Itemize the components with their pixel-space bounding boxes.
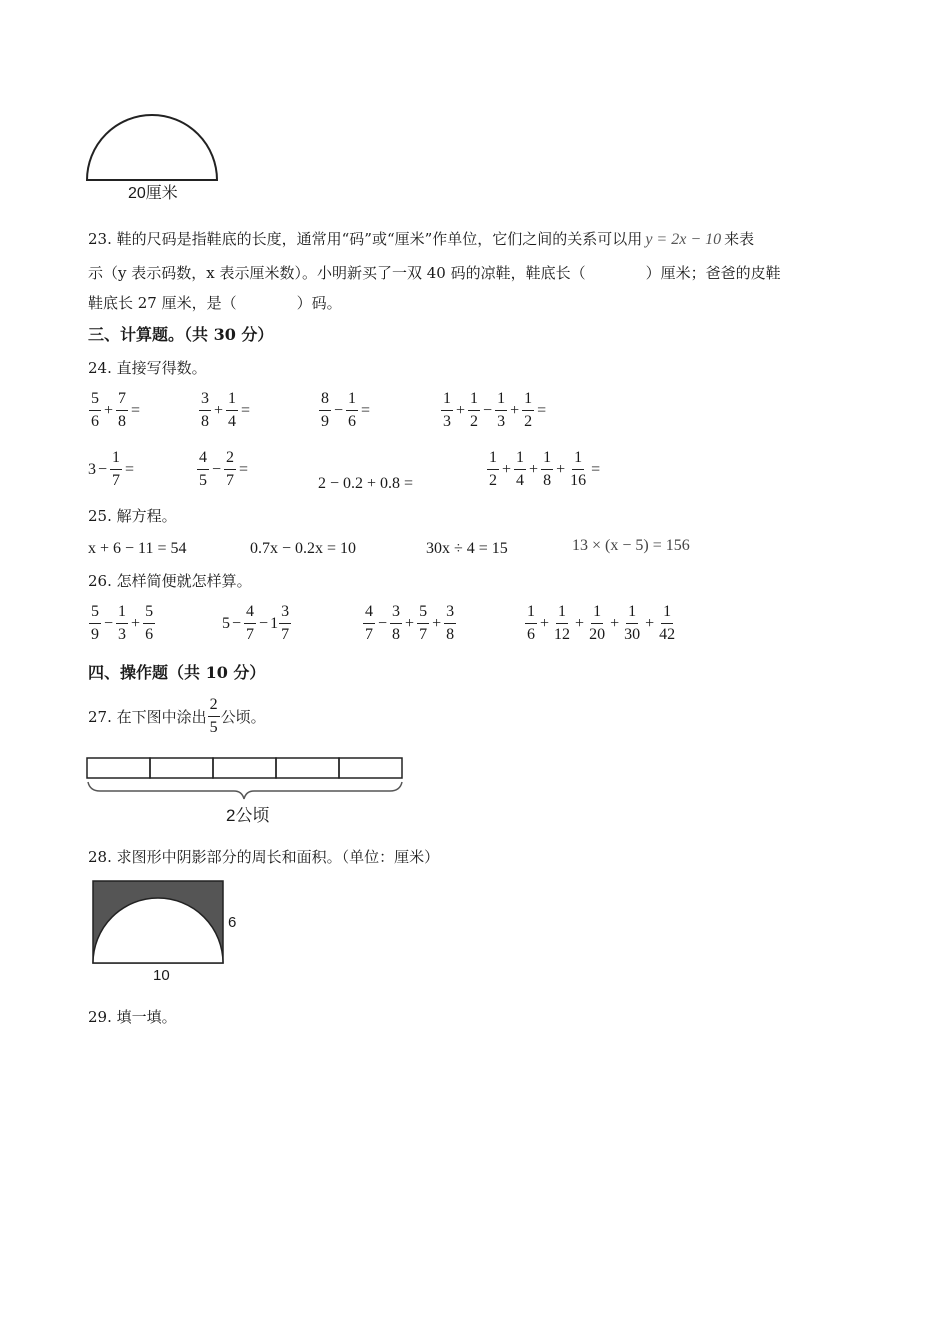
bar-cell[interactable] bbox=[339, 758, 402, 778]
q27-bar-label: 2公顷 bbox=[226, 806, 270, 825]
q26-expr-3: $\frac{4}{7}$ − $\frac{3}{8}$ + $\frac{5}{7}$ + $\frac{3}{8}$ bbox=[365, 603, 455, 643]
q24-expr-7: 2 − 0.2 + 0.8 = bbox=[318, 475, 414, 492]
q23-line2: 示（y 表示码数，x 表示厘米数）。小明新买了一双 40 码的凉鞋，鞋底长（ ）厘米；爸爸的皮鞋 bbox=[88, 264, 781, 282]
q25-eq-4: 13 × (x − 5) = 156 bbox=[572, 537, 690, 554]
q23-line3: 鞋底长 27 厘米，是（ ）码。 bbox=[88, 294, 342, 312]
semicircle-label: 20厘米 bbox=[128, 185, 178, 202]
q27-bar-figure bbox=[84, 755, 409, 803]
q24-title: 24. 直接写得数。 bbox=[88, 359, 207, 377]
q28-title: 28. 求图形中阴影部分的周长和面积。（单位：厘米） bbox=[88, 848, 440, 866]
q27-fraction: $\frac{2}{5}$ bbox=[209, 696, 218, 736]
q28-figure bbox=[90, 878, 230, 968]
q25-eq-2: 0.7x − 0.2x = 10 bbox=[250, 540, 357, 557]
q24-expr-5: 3 − $\frac{1}{7}$ = bbox=[88, 449, 135, 489]
q27-title: 27. 在下图中涂出 $\frac{2}{5}$ 公顷。 bbox=[88, 696, 266, 736]
q24-expr-4: $\frac{1}{3}$ + $\frac{1}{2}$ − $\frac{1}{3}$ + $\frac{1}{2}$ = bbox=[443, 390, 547, 430]
q28-width-label: 10 bbox=[153, 967, 170, 984]
q29-title: 29. 填一填。 bbox=[88, 1008, 177, 1026]
q25-eq-3: 30x ÷ 4 = 15 bbox=[426, 540, 508, 557]
q26-expr-1: $\frac{5}{9}$ − $\frac{1}{3}$ + $\frac{5}{6}$ bbox=[91, 603, 154, 643]
bar-cell[interactable] bbox=[150, 758, 213, 778]
section4-title: 四、操作题（共 10 分） bbox=[88, 663, 266, 682]
brace bbox=[88, 782, 402, 799]
section3-title: 三、计算题。（共 30 分） bbox=[88, 325, 274, 344]
bar-cell[interactable] bbox=[87, 758, 150, 778]
q24-expr-1: $\frac{5}{6}$ + $\frac{7}{8}$ = bbox=[91, 390, 141, 430]
bar-cell[interactable] bbox=[276, 758, 339, 778]
q25-eq-1: x + 6 − 11 = 54 bbox=[88, 540, 187, 557]
q24-expr-6: $\frac{4}{5}$ − $\frac{2}{7}$ = bbox=[199, 449, 249, 489]
q24-expr-8: $\frac{1}{2}$ + $\frac{1}{4}$ + $\frac{1}{8}$ + $\frac{1}{16}$ = bbox=[489, 449, 601, 489]
q23-line1: 23. 鞋的尺码是指鞋底的长度，通常用“码”或“厘米”作单位，它们之间的关系可以用 y = 2x − 10 来表 bbox=[88, 230, 755, 248]
q26-expr-2: 5 − $\frac{4}{7}$ − 1 $\frac{3}{7}$ bbox=[222, 603, 290, 643]
q24-expr-3: $\frac{8}{9}$ − $\frac{1}{6}$ = bbox=[321, 390, 371, 430]
q24-expr-2: $\frac{3}{8}$ + $\frac{1}{4}$ = bbox=[201, 390, 251, 430]
bar-cell[interactable] bbox=[213, 758, 276, 778]
q25-title: 25. 解方程。 bbox=[88, 507, 177, 525]
q28-height-label: 6 bbox=[228, 914, 237, 931]
q26-title: 26. 怎样简便就怎样算。 bbox=[88, 572, 252, 590]
q26-expr-4: $\frac{1}{6}$ + $\frac{1}{12}$ + $\frac{1}{20}$ + $\frac{1}{30}$ + $\frac{1}{42}$ bbox=[527, 603, 676, 643]
q23-formula: y = 2x − 10 bbox=[645, 231, 722, 248]
